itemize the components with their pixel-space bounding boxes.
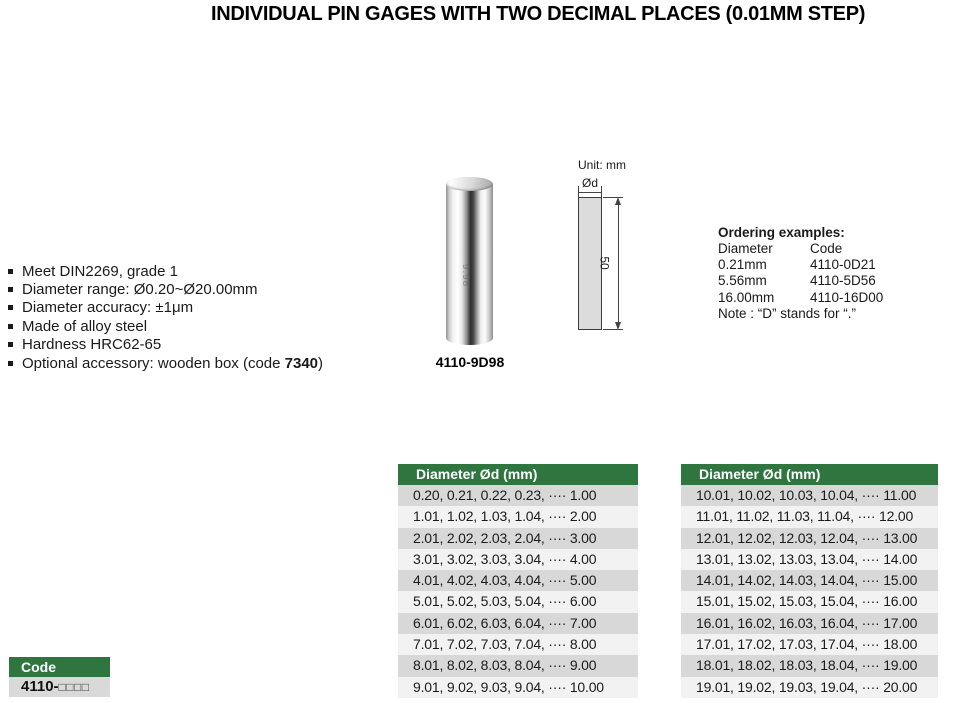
table-row: 7.01, 7.02, 7.03, 7.04, ···· 8.00 [398,634,638,655]
pin-engraving: 9.98 [460,263,472,288]
bullet-icon [8,324,13,329]
table-row: 4.01, 4.02, 4.03, 4.04, ···· 5.00 [398,570,638,591]
table-row: 19.01, 19.02, 19.03, 19.04, ···· 20.00 [681,677,938,698]
code-box-header: Code [9,657,110,677]
feature-text: Made of alloy steel [22,317,148,335]
bullet-icon [8,287,13,292]
bullet-icon [8,342,13,347]
table-row: 2.01, 2.02, 2.03, 2.04, ···· 3.00 [398,528,638,549]
ordering-row: 5.56mm 4110-5D56 [718,273,876,289]
table-row: 9.01, 9.02, 9.03, 9.04, ···· 10.00 [398,677,638,698]
feature-item-accessory [8,354,323,372]
diameter-dimension-label: Ød [581,176,598,190]
accessory-code: 7340 [284,354,319,372]
feature-item [8,299,323,317]
ordering-col-code: Code [810,241,843,256]
pin-gage-photo-top [446,177,493,191]
table-row: 16.01, 16.02, 16.03, 16.04, ···· 17.00 [681,613,938,634]
diameter-table-1 [398,464,638,698]
code-box [9,657,110,697]
pin-gage-photo [446,184,493,345]
table-row: 17.01, 17.02, 17.03, 17.04, ···· 18.00 [681,634,938,655]
code-box-value: 4110-□□□□ [9,677,110,697]
bullet-icon [8,305,13,310]
ordering-col-diameter: Diameter [718,241,773,256]
code-placeholder-squares: □□□□ [58,680,90,694]
feature-text: Diameter range: Ø0.20~Ø20.00mm [22,281,258,299]
dimension-line [578,192,602,193]
ordering-row: 16.00mm 4110-16D00 [718,289,884,305]
page-title: INDIVIDUAL PIN GAGES WITH TWO DECIMAL PLACES (0.01MM STEP) [211,3,866,25]
table-row: 8.01, 8.02, 8.03, 8.04, ···· 9.00 [398,655,638,676]
arrow-up-icon [615,197,621,205]
table-row: 15.01, 15.02, 15.03, 15.04, ···· 16.00 [681,591,938,612]
table-row: 6.01, 6.02, 6.03, 6.04, ···· 7.00 [398,613,638,634]
feature-text: Optional accessory: wooden box (code 7340) [22,354,324,372]
table-row: 13.01, 13.02, 13.03, 13.04, ···· 14.00 [681,549,938,570]
table-row: 10.01, 10.02, 10.03, 10.04, ···· 11.00 [681,485,938,506]
table-row: 11.01, 11.02, 11.03, 11.04, ···· 12.00 [681,506,938,527]
bullet-icon [8,269,13,274]
ordering-examples [718,225,883,322]
feature-text: Diameter accuracy: ±1μm [22,299,194,317]
feature-text: Meet DIN2269, grade 1 [22,262,178,280]
table-row: 14.01, 14.02, 14.03, 14.04, ···· 15.00 [681,570,938,591]
ordering-row: 0.21mm 4110-0D21 [718,257,876,273]
table-row: 18.01, 18.02, 18.03, 18.04, ···· 19.00 [681,655,938,676]
ordering-column-headers [718,241,883,257]
table-row: 12.01, 12.02, 12.03, 12.04, ···· 13.00 [681,528,938,549]
bullet-icon [8,361,13,366]
feature-item [8,317,323,335]
feature-item [8,336,323,354]
feature-text: Hardness HRC62-65 [22,336,162,354]
ordering-heading: Ordering examples: [718,225,845,240]
arrow-down-icon [615,322,621,330]
table-header: Diameter Ød (mm) [398,464,638,485]
length-dimension-label: 50 [597,256,612,270]
table-row: 0.20, 0.21, 0.22, 0.23, ···· 1.00 [398,485,638,506]
feature-item [8,262,323,280]
dimension-line [618,200,619,327]
feature-item [8,280,323,298]
table-row: 5.01, 5.02, 5.03, 5.04, ···· 6.00 [398,591,638,612]
table-row: 3.01, 3.02, 3.03, 3.04, ···· 4.00 [398,549,638,570]
table-header: Diameter Ød (mm) [681,464,938,485]
diameter-table-2 [681,464,938,698]
ordering-note: Note : “D” stands for “.” [718,305,857,321]
unit-label: Unit: mm [578,158,626,172]
table-row: 1.01, 1.02, 1.03, 1.04, ···· 2.00 [398,506,638,527]
feature-list [8,262,323,372]
model-number-label: 4110-9D98 [435,354,505,370]
